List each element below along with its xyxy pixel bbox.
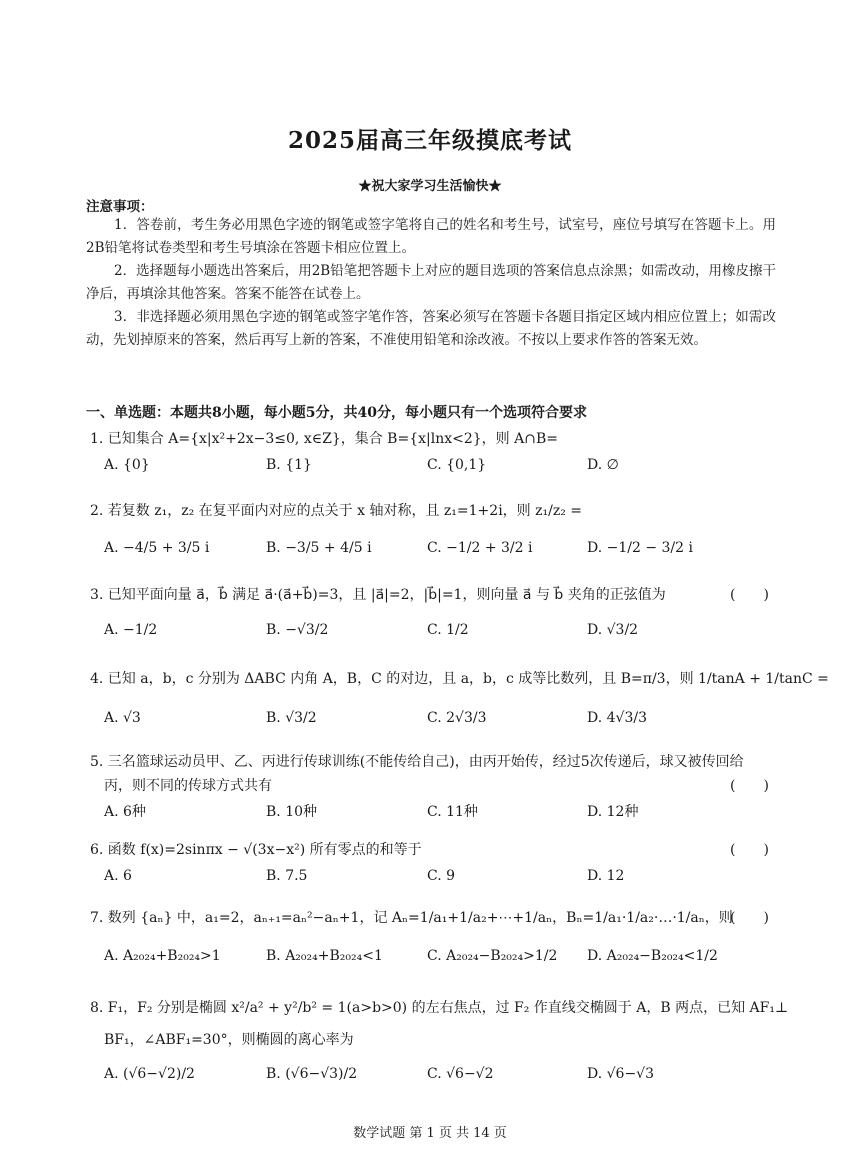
- question-8-option-b: B. (√6−√3)/2: [266, 1066, 358, 1082]
- question-7-option-c: C. A₂₀₂₄−B₂₀₂₄>1/2: [427, 948, 558, 964]
- question-6-answer-mark: ( ): [730, 842, 769, 858]
- question-6-option-c: C. 9: [427, 868, 456, 884]
- question-7-option-b: B. A₂₀₂₄+B₂₀₂₄<1: [266, 948, 383, 964]
- question-1-option-d: D. ∅: [587, 457, 619, 473]
- question-5-stem: 5. 三名篮球运动员甲、乙、丙进行传球训练(不能传给自己)，由丙开始传，经过5次传递后，球又被传回给: [90, 754, 744, 770]
- notice-item-1: 1．答卷前，考生务必用黑色字迹的钢笔或签字笔将自己的姓名和考生号，试室号，座位号填写在答题卡上。用2B铅笔将试卷类型和考生号填涂在答题卡相应位置上。: [86, 217, 776, 256]
- question-8-stem: 8. F₁，F₂ 分别是椭圆 x²/a² + y²/b² = 1(a>b>0) 的左右焦点，过 F₂ 作直线交椭圆于 A，B 两点，已知 AF₁⊥: [90, 1000, 789, 1016]
- notice-item-2: 2．选择题每小题选出答案后，用2B铅笔把答题卡上对应的题目选项的答案信息点涂黑；如需改动，用橡皮擦干净后，再填涂其他答案。答案不能答在试卷上。: [86, 263, 776, 302]
- question-6-option-a: A. 6: [104, 868, 132, 884]
- question-4-option-c: C. 2√3/3: [427, 710, 487, 726]
- notice-item-3: 3．非选择题必须用黑色字迹的钢笔或签字笔作答，答案必须写在答题卡各题目指定区域内相应位置上；如需改动，先划掉原来的答案，然后再写上新的答案，不准使用铅笔和涂改液。不按以上要求作答的答案无效。: [86, 309, 776, 348]
- question-8-option-c: C. √6−√2: [427, 1066, 494, 1082]
- question-5-option-a: A. 6种: [104, 804, 146, 820]
- question-7-stem: 7. 数列 {aₙ} 中，a₁=2，aₙ₊₁=aₙ²−aₙ+1，记 Aₙ=1/a₁+1/a₂+⋯+1/aₙ，Bₙ=1/a₁·1/a₂·…·1/aₙ，则: [90, 910, 733, 926]
- question-5-answer-mark: ( ): [730, 778, 769, 794]
- question-5-stem-line2: 丙，则不同的传球方式共有: [104, 778, 272, 794]
- question-3-answer-mark: ( ): [730, 587, 769, 603]
- question-2-option-d: D. −1/2 − 3/2 i: [587, 540, 693, 556]
- question-1-option-c: C. {0,1}: [427, 457, 487, 473]
- question-8-option-d: D. √6−√3: [587, 1066, 655, 1082]
- question-6-stem: 6. 函数 f(x)=2sinπx − √(3x−x²) 所有零点的和等于: [90, 842, 422, 858]
- question-8-stem-line2: BF₁，∠ABF₁=30°，则椭圆的离心率为: [104, 1032, 354, 1048]
- question-2-option-a: A. −4/5 + 3/5 i: [104, 540, 210, 556]
- question-2-option-c: C. −1/2 + 3/2 i: [427, 540, 533, 556]
- question-6-option-d: D. 12: [587, 868, 625, 884]
- question-1-option-b: B. {1}: [266, 457, 312, 473]
- question-7-option-d: D. A₂₀₂₄−B₂₀₂₄<1/2: [587, 948, 718, 964]
- question-1-option-a: A. {0}: [104, 457, 150, 473]
- question-2-stem: 2. 若复数 z₁，z₂ 在复平面内对应的点关于 x 轴对称，且 z₁=1+2i，则 z₁/z₂ =: [90, 503, 582, 519]
- question-3-option-a: A. −1/2: [104, 622, 158, 638]
- question-8-option-a: A. (√6−√2)/2: [104, 1066, 195, 1082]
- question-5-option-c: C. 11种: [427, 804, 478, 820]
- question-2-option-b: B. −3/5 + 4/5 i: [266, 540, 372, 556]
- question-3-stem: 3. 已知平面向量 a⃗，b⃗ 满足 a⃗·(a⃗+b⃗)=3，且 |a⃗|=2，|b⃗|=1，则向量 a⃗ 与 b⃗ 夹角的正弦值为: [90, 587, 666, 603]
- question-4-option-d: D. 4√3/3: [587, 710, 647, 726]
- question-4-option-a: A. √3: [104, 710, 141, 726]
- question-1-stem: 1. 已知集合 A={x|x²+2x−3≤0, x∈Z}，集合 B={x|lnx<2}，则 A∩B=: [90, 431, 558, 447]
- question-3-option-c: C. 1/2: [427, 622, 469, 638]
- question-4-stem: 4. 已知 a，b，c 分别为 ΔABC 内角 A，B，C 的对边，且 a，b，c 成等比数列，且 B=π/3，则 1/tanA + 1/tanC =: [90, 671, 829, 687]
- page-title: 2025届高三年级摸底考试: [287, 127, 572, 154]
- question-5-option-b: B. 10种: [266, 804, 318, 820]
- question-3-option-d: D. √3/2: [587, 622, 639, 638]
- question-3-option-b: B. −√3/2: [266, 622, 329, 638]
- section-heading: 一、单选题：本题共8小题，每小题5分，共40分，每小题只有一个选项符合要求: [86, 405, 587, 421]
- notice-heading: 注意事项：: [86, 199, 154, 215]
- question-7-option-a: A. A₂₀₂₄+B₂₀₂₄>1: [104, 948, 221, 964]
- question-6-option-b: B. 7.5: [266, 868, 308, 884]
- question-5-option-d: D. 12种: [587, 804, 639, 820]
- question-7-answer-mark: ( ): [730, 910, 769, 926]
- question-4-option-b: B. √3/2: [266, 710, 317, 726]
- page-footer: 数学试题 第 1 页 共 14 页: [353, 1126, 507, 1141]
- page-subtitle: ★祝大家学习生活愉快★: [358, 179, 502, 194]
